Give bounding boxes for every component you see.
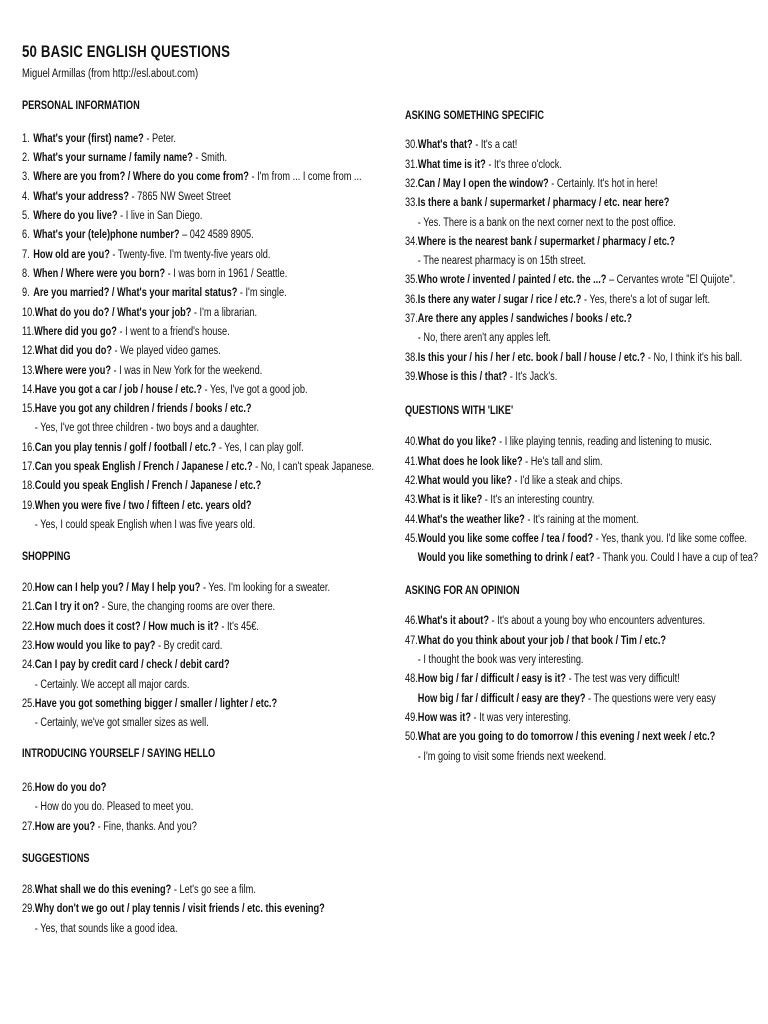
answer-text: - No, I can't speak Japanese. <box>252 461 375 473</box>
answer-text: - Twenty-five. I'm twenty-five years old. <box>109 249 271 261</box>
answer-text: - I was born in 1961 / Seattle. <box>165 268 288 280</box>
answer-line: - Yes, I could speak English when I was five years old. <box>34 519 256 531</box>
answer-line: - Yes, I've got three children - two boys and a daughter. <box>34 422 260 434</box>
question-number: 41. <box>405 456 418 468</box>
answer-line: - The nearest pharmacy is on 15th street. <box>417 255 586 267</box>
question-text: What's your (first) name? <box>33 133 144 145</box>
page-subtitle: Miguel Armillas (from http://esl.about.com) <box>22 68 199 80</box>
question-number: 6. <box>22 229 30 241</box>
question-item <box>22 190 231 204</box>
question-text: How big / far / difficult / easy is it? <box>417 673 567 685</box>
question-number: 13. <box>22 365 35 377</box>
question-number: 21. <box>22 601 35 613</box>
question-number: 38. <box>405 352 418 364</box>
question-text: How can I help you? / May I help you? <box>34 582 201 594</box>
question-number: 8. <box>22 268 30 280</box>
question-number: 11. <box>22 326 35 338</box>
question-number: 16. <box>22 442 35 454</box>
answer-line: - Certainly, we've got smaller sizes as well. <box>34 717 209 729</box>
question-variant <box>405 692 716 706</box>
question-text: Have you got any children / friends / books / etc.? <box>34 403 252 415</box>
question-item <box>22 902 325 916</box>
answer-text: - It was very interesting. <box>470 712 571 724</box>
question-text: How was it? <box>417 712 471 724</box>
question-number: 17. <box>22 461 35 473</box>
question-item <box>22 286 287 300</box>
question-item <box>22 267 287 281</box>
question-item <box>22 132 176 146</box>
question-text: When you were five / two / fifteen / etc. years old? <box>34 500 252 512</box>
question-text: What's your (tele)phone number? <box>33 229 180 241</box>
answer-line: - How do you do. Pleased to meet you. <box>34 801 194 813</box>
answer-text: - I'm a librarian. <box>191 307 257 319</box>
answer-text: - Fine, thanks. And you? <box>95 821 197 833</box>
question-text: Have you got a car / job / house / etc.? <box>34 384 202 396</box>
question-text: What shall we do this evening? <box>34 884 172 896</box>
question-number: 45. <box>405 533 418 545</box>
question-item <box>22 883 256 897</box>
question-text: What's your surname / family name? <box>33 152 193 164</box>
section-heading: SHOPPING <box>22 551 71 563</box>
question-item <box>22 402 252 416</box>
question-item <box>405 196 669 210</box>
question-item <box>22 479 261 493</box>
answer-text: - We played video games. <box>111 345 221 357</box>
answer-line: - I'm going to visit some friends next weekend. <box>417 751 607 763</box>
question-number: 39. <box>405 371 418 383</box>
question-item <box>22 441 304 455</box>
question-item <box>405 177 658 191</box>
question-number: 27. <box>22 821 35 833</box>
answer-text: - Yes, there's a lot of sugar left. <box>581 294 711 306</box>
question-item <box>22 658 230 672</box>
question-item <box>22 228 254 242</box>
answer-text: - It's 45€. <box>218 621 259 633</box>
answer-text: - I live in San Diego. <box>117 210 203 222</box>
question-number: 49. <box>405 712 418 724</box>
answer-text: - Certainly. It's hot in here! <box>548 178 658 190</box>
question-item <box>22 620 259 634</box>
answer-text: - Peter. <box>143 133 176 145</box>
question-item <box>405 672 680 686</box>
question-text: What is it like? <box>417 494 483 506</box>
question-number: 14. <box>22 384 35 396</box>
section-heading: ASKING FOR AN OPINION <box>405 585 520 597</box>
question-item <box>22 600 275 614</box>
question-item <box>405 235 675 249</box>
question-item <box>22 581 330 595</box>
question-text: What do you think about your job / that book / Tim / etc.? <box>417 635 667 647</box>
question-item <box>405 370 557 384</box>
answer-text: - 7865 NW Sweet Street <box>128 191 231 203</box>
question-number: 25. <box>22 698 35 710</box>
question-item <box>22 344 221 358</box>
question-item <box>22 639 222 653</box>
answer-text: - It's an interesting country. <box>482 494 595 506</box>
page-title: 50 BASIC ENGLISH QUESTIONS <box>22 42 231 61</box>
question-item <box>22 781 106 795</box>
answer-text: - It's about a young boy who encounters adventures. <box>488 615 706 627</box>
question-text: Are there any apples / sandwiches / books / etc.? <box>417 313 633 325</box>
question-text: Where are you from? / Where do you come from? <box>33 171 249 183</box>
question-text: How do you do? <box>34 782 107 794</box>
question-number: 50. <box>405 731 418 743</box>
question-text: What's your address? <box>33 191 129 203</box>
question-item <box>405 513 639 527</box>
question-text: Where is the nearest bank / supermarket / pharmacy / etc.? <box>417 236 675 248</box>
question-text: Can / May I open the window? <box>417 178 549 190</box>
question-number: 33. <box>405 197 418 209</box>
question-item <box>22 209 202 223</box>
question-text: Where were you? <box>34 365 111 377</box>
question-number: 24. <box>22 659 35 671</box>
question-item <box>22 170 362 184</box>
question-text: What would you like? <box>417 475 512 487</box>
answer-line: - Yes. There is a bank on the next corner next to the post office. <box>417 217 676 229</box>
question-text: Where do you live? <box>33 210 118 222</box>
answer-text: - Thank you. Could I have a cup of tea? <box>594 552 758 564</box>
question-item <box>405 532 747 546</box>
question-item <box>22 499 252 513</box>
answer-text: - Let's go see a film. <box>171 884 256 896</box>
answer-line: - No, there aren't any apples left. <box>417 332 551 344</box>
question-number: 10. <box>22 307 35 319</box>
answer-line: - Yes, that sounds like a good idea. <box>34 923 178 935</box>
question-item <box>405 634 666 648</box>
question-number: 9. <box>22 287 30 299</box>
question-number: 35. <box>405 274 418 286</box>
answer-text: - It's a cat! <box>472 139 518 151</box>
answer-text: – Cervantes wrote "El Quijote". <box>606 274 736 286</box>
question-number: 15. <box>22 403 35 415</box>
question-number: 3. <box>22 171 30 183</box>
question-item <box>22 364 262 378</box>
question-number: 43. <box>405 494 418 506</box>
question-item <box>22 697 277 711</box>
question-text: How much does it cost? / How much is it? <box>34 621 219 633</box>
question-text: What did you do? <box>34 345 112 357</box>
question-text: Where did you go? <box>34 326 117 338</box>
question-text: Have you got something bigger / smaller / lighter / etc.? <box>34 698 278 710</box>
question-item <box>405 455 603 469</box>
question-number: 26. <box>22 782 35 794</box>
question-number: 40. <box>405 436 418 448</box>
question-text: Would you like some coffee / tea / food? <box>417 533 593 545</box>
question-item <box>22 820 197 834</box>
question-text: What does he look like? <box>417 456 523 468</box>
answer-text: - Yes, I've got a good job. <box>201 384 308 396</box>
question-text: Can you speak English / French / Japanese / etc.? <box>34 461 253 473</box>
section-heading: INTRODUCING YOURSELF / SAYING HELLO <box>22 748 216 760</box>
question-text: What's the weather like? <box>417 514 525 526</box>
answer-text: - Smith. <box>192 152 228 164</box>
question-item <box>405 474 623 488</box>
answer-text: - The test was very difficult! <box>566 673 680 685</box>
question-number: 29. <box>22 903 35 915</box>
question-number: 23. <box>22 640 35 652</box>
question-number: 22. <box>22 621 35 633</box>
answer-line: - Certainly. We accept all major cards. <box>34 679 190 691</box>
question-text: What do you like? <box>417 436 497 448</box>
answer-text: - Yes, I can play golf. <box>216 442 304 454</box>
question-number: 46. <box>405 615 418 627</box>
question-number: 31. <box>405 159 418 171</box>
question-number: 47. <box>405 635 418 647</box>
question-item <box>22 248 270 262</box>
question-number: 4. <box>22 191 30 203</box>
question-item <box>22 306 257 320</box>
question-text: What's it about? <box>417 615 489 627</box>
section-heading: PERSONAL INFORMATION <box>22 100 140 112</box>
answer-text: - By credit card. <box>155 640 223 652</box>
question-text: What do you do? / What's your job? <box>34 307 192 319</box>
question-number: 36. <box>405 294 418 306</box>
question-text: What time is it? <box>417 159 486 171</box>
answer-text: - It's Jack's. <box>507 371 558 383</box>
question-text: When / Where were you born? <box>33 268 166 280</box>
question-item <box>405 138 517 152</box>
question-text: Is there any water / sugar / rice / etc.? <box>417 294 582 306</box>
question-text: Whose is this / that? <box>417 371 508 383</box>
question-number: 37. <box>405 313 418 325</box>
question-number: 18. <box>22 480 35 492</box>
question-item <box>405 351 742 365</box>
answer-text: - He's tall and slim. <box>522 456 603 468</box>
question-item <box>405 614 705 628</box>
question-text: How old are you? <box>33 249 110 261</box>
question-number: 2. <box>22 152 30 164</box>
question-item <box>405 312 632 326</box>
question-text: Are you married? / What's your marital status? <box>33 287 238 299</box>
question-number: 32. <box>405 178 418 190</box>
question-item <box>405 493 594 507</box>
answer-text: - I'm single. <box>237 287 287 299</box>
question-text: Is there a bank / supermarket / pharmacy / etc. near here? <box>417 197 670 209</box>
question-number: 7. <box>22 249 30 261</box>
question-item <box>405 711 571 725</box>
answer-text: - I like playing tennis, reading and listening to music. <box>496 436 712 448</box>
question-text: Can I try it on? <box>34 601 100 613</box>
question-number: 28. <box>22 884 35 896</box>
answer-text: - Sure, the changing rooms are over there. <box>99 601 276 613</box>
question-item <box>405 273 735 287</box>
question-text: Would you like something to drink / eat? <box>417 552 595 564</box>
question-text: How big / far / difficult / easy are they? <box>417 693 586 705</box>
answer-text: - The questions were very easy <box>585 693 716 705</box>
question-text: Can I pay by credit card / check / debit card? <box>34 659 230 671</box>
question-number: 42. <box>405 475 418 487</box>
answer-text: - I was in New York for the weekend. <box>110 365 263 377</box>
question-item <box>405 730 715 744</box>
question-item <box>405 158 562 172</box>
question-item <box>22 460 374 474</box>
answer-line: - I thought the book was very interesting. <box>417 654 584 666</box>
question-number: 30. <box>405 139 418 151</box>
section-heading: QUESTIONS WITH 'LIKE' <box>405 405 514 417</box>
question-text: How would you like to pay? <box>34 640 156 652</box>
answer-text: - No, I think it's his ball. <box>645 352 743 364</box>
section-heading: ASKING SOMETHING SPECIFIC <box>405 110 545 122</box>
answer-text: - Yes, thank you. I'd like some coffee. <box>592 533 747 545</box>
question-item <box>22 325 230 339</box>
question-text: Why don't we go out / play tennis / visit friends / etc. this evening? <box>34 903 325 915</box>
question-text: Can you play tennis / golf / football / etc.? <box>34 442 217 454</box>
question-item <box>22 383 308 397</box>
question-number: 12. <box>22 345 35 357</box>
answer-text: - It's raining at the moment. <box>524 514 639 526</box>
question-number: 34. <box>405 236 418 248</box>
question-text: Who wrote / invented / painted / etc. the ...? <box>417 274 607 286</box>
question-number: 1. <box>22 133 30 145</box>
question-number: 5. <box>22 210 30 222</box>
question-variant <box>405 551 758 565</box>
section-heading: SUGGESTIONS <box>22 853 90 865</box>
question-text: What are you going to do tomorrow / this evening / next week / etc.? <box>417 731 716 743</box>
answer-text: - It's three o'clock. <box>485 159 562 171</box>
answer-text: - I'm from ... I come from ... <box>248 171 362 183</box>
question-number: 44. <box>405 514 418 526</box>
question-text: Is this your / his / her / etc. book / ball / house / etc.? <box>417 352 646 364</box>
question-text: Could you speak English / French / Japanese / etc.? <box>34 480 262 492</box>
question-item <box>405 435 712 449</box>
answer-text: - Yes. I'm looking for a sweater. <box>200 582 331 594</box>
answer-text: - I went to a friend's house. <box>116 326 230 338</box>
question-item <box>22 151 227 165</box>
question-number: 19. <box>22 500 35 512</box>
question-text: What's that? <box>417 139 473 151</box>
question-item <box>405 293 710 307</box>
answer-text: – 042 4589 8905. <box>179 229 254 241</box>
question-text: How are you? <box>34 821 96 833</box>
question-number: 20. <box>22 582 35 594</box>
answer-text: - I'd like a steak and chips. <box>511 475 623 487</box>
question-number: 48. <box>405 673 418 685</box>
